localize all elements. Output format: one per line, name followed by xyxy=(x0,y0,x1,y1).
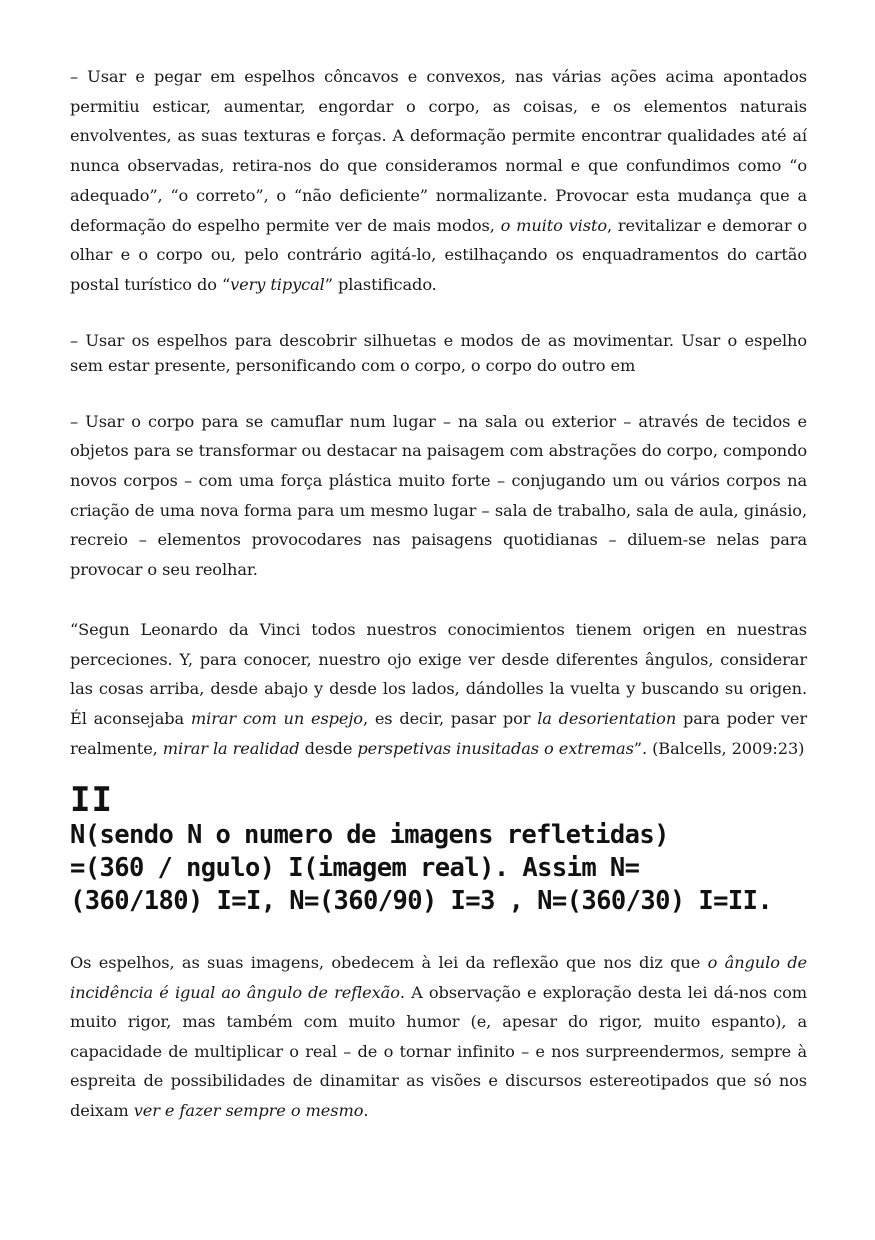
section-title-line-2: =(360 / ngulo) I(imagem real). Assim N= xyxy=(70,853,640,884)
section-heading xyxy=(70,781,807,918)
p5-italic-ver-fazer: ver e fazer sempre o mesmo xyxy=(133,1100,364,1120)
p5-text-c: . A observação e exploração desta lei dá-nos com muito rigor, mas também com muito humor (e, apesar do rigor, muito espanto), a capacidade de multiplicar o real – de o tornar infinito – e nos surpreendermos, sempre à espreita de possibilidades de dinamitar as visões e discursos estereotipados que só nos deixam xyxy=(70,982,808,1120)
p5-italic-angulo: o ângulo de incidência é igual ao ângulo de reflexão xyxy=(70,953,807,1002)
p4-italic-mirar-espejo: mirar com un espejo xyxy=(190,708,363,728)
p1-text-e: ” plastificado. xyxy=(324,274,437,294)
paragraph-camouflage: – Usar o corpo para se camuflar num lugar – na sala ou exterior – através de tecidos e objetos para se transformar ou destacar na paisagem com abstrações do corpo, compondo novos corpos – com uma força plástica muito forte – conjugando um ou vários corpos na criação de uma nova forma para um mesmo lugar – sala de trabalho, sala de aula, ginásio, recreio – elementos provocodares nas paisagens quotidianas – diluem-se nelas para provocar o seu reolhar. xyxy=(70,411,807,580)
p5-text-a: Os espelhos, as suas imagens, obedecem à lei da reflexão que nos diz que xyxy=(70,953,708,973)
p5-text-e: . xyxy=(363,1100,369,1120)
p1-text-a: – Usar e pegar em espelhos côncavos e convexos, nas várias ações acima apontados permitiu esticar, aumentar, engordar o corpo, as coisas, e os elementos naturais envolventes, as suas texturas e forças. A deformação permite encontrar qualidades até aí nunca observadas, retira-nos do que consideramos normal e que confundimos como “o adequado”, “o correto”, o “não deficiente” normalizante. Provocar esta mudança que a deformação do espelho permite ver de mais modos, xyxy=(70,67,807,235)
paragraph-reflection-law xyxy=(70,948,807,1125)
p4-italic-desorientation: la desorientation xyxy=(537,708,677,728)
p4-text-c: , es decir, pasar por xyxy=(362,708,538,728)
paragraph-quote-da-vinci xyxy=(70,615,807,764)
p1-italic-very-tipycal: very tipycal xyxy=(230,274,325,294)
page-content xyxy=(70,62,807,1125)
p4-text-e: para poder ver realmente, xyxy=(70,708,808,758)
paragraph-silhouettes: – Usar os espelhos para descobrir silhuetas e modos de as movimentar. Usar o espelho sem estar presente, personificando com o corpo, o corpo do outro em xyxy=(70,330,807,375)
p4-italic-perspetivas: perspetivas inusitadas o extremas xyxy=(357,738,634,758)
p4-text-i: ”. (Balcells, 2009:23) xyxy=(633,738,805,758)
section-number: II xyxy=(70,780,113,821)
p4-italic-mirar-realidad: mirar la realidad xyxy=(162,738,300,758)
paragraph-mirrors-deformation xyxy=(70,62,807,300)
p4-text-g: desde xyxy=(299,738,358,758)
section-title-line-1: N(sendo N o numero de imagens refletidas) xyxy=(70,820,669,851)
p1-italic-muito-visto: o muito visto xyxy=(500,215,608,235)
p4-text-a: “Segun Leonardo da Vinci todos nuestros conocimientos tienem origen en nuestras perceciones. Y, para conocer, nuestro ojo exige ver desde diferentes ângulos, considerar las cosas arriba, desde abajo y desde los lados, dándolles la vuelta y buscando su origen. Él aconsejaba xyxy=(70,619,807,728)
p1-text-c: , revitalizar e demorar o olhar e o corpo ou, pelo contrário agitá-lo, estilhaçando os enquadramentos do cartão postal turístico do “ xyxy=(70,215,807,294)
section-title-line-3: (360/180) I=I, N=(360/90) I=3 , N=(360/30) I=II. xyxy=(70,886,773,917)
